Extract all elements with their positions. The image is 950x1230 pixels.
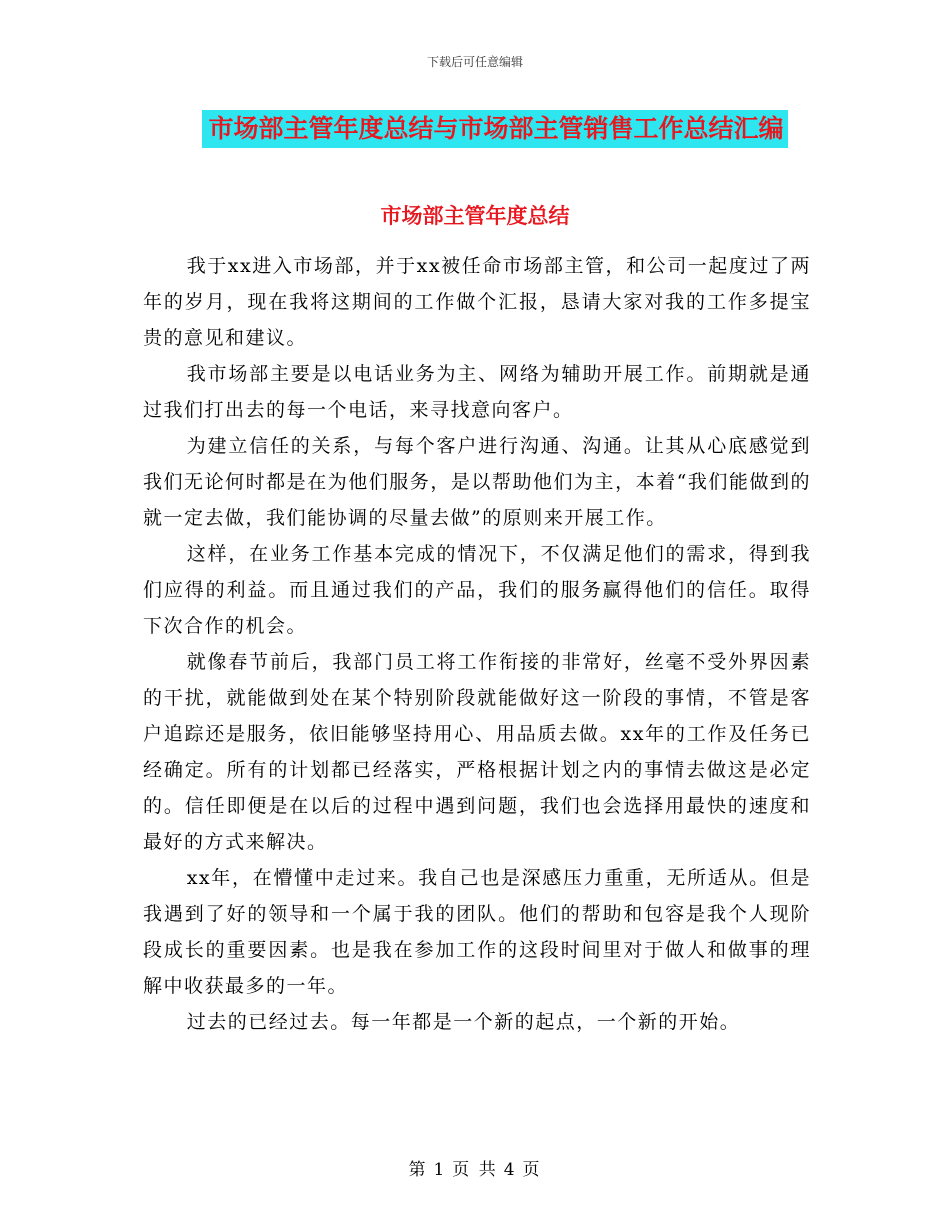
page-footer — [0, 1155, 950, 1180]
page-label-suffix: 页 — [522, 1160, 542, 1180]
page-label-mid: 页 共 — [452, 1160, 498, 1180]
document-body — [143, 248, 811, 1040]
page-label-prefix: 第 — [408, 1160, 428, 1180]
paragraph-4: 这样，在业务工作基本完成的情况下，不仅满足他们的需求，得到我们应得的利益。而且通过我们的产品，我们的服务赢得他们的信任。取得下次合作的机会。 — [143, 543, 811, 637]
paragraph-6: xx年，在懵懂中走过来。我自己也是深感压力重重，无所适从。但是我遇到了好的领导和一个属于我的团队。他们的帮助和包容是我个人现阶段成长的重要因素。也是我在参加工作的这段时间里对于做人和做事的理解中收获最多的一年。 — [143, 867, 811, 997]
paragraph-5: 就像春节前后，我部门员工将工作衔接的非常好，丝毫不受外界因素的干扰，就能做到处在某个特别阶段就能做好这一阶段的事情，不管是客户追踪还是服务，依旧能够坚持用心、用品质去做。xx年的工作及任务已经确定。所有的计划都已经落实，严格根据计划之内的事情去做这是必定的。信任即便是在以后的过程中遇到问题，我们也会选择用最快的速度和最好的方式来解决。 — [143, 651, 811, 853]
paragraph-3: 为建立信任的关系，与每个客户进行沟通、沟通。让其从心底感觉到我们无论何时都是在为他们服务，是以帮助他们为主，本着“我们能做到的就一定去做，我们能协调的尽量去做”的原则来开展工作。 — [143, 435, 811, 529]
paragraph-2: 我市场部主要是以电话业务为主、网络为辅助开展工作。前期就是通过我们打出去的每一个电话，来寻找意向客户。 — [143, 363, 811, 421]
header-note: 下载后可任意编辑 — [426, 55, 523, 69]
paragraph-1: 我于xx进入市场部，并于xx被任命市场部主管，和公司一起度过了两年的岁月，现在我将这期间的工作做个汇报，恳请大家对我的工作多提宝贵的意见和建议。 — [143, 255, 811, 349]
section-title: 市场部主管年度总结 — [380, 203, 570, 228]
total-pages: 4 — [503, 1160, 517, 1180]
document-title: 市场部主管年度总结与市场部主管销售工作总结汇编 — [202, 110, 787, 148]
page-number: 1 — [433, 1160, 447, 1180]
paragraph-7: 过去的已经过去。每一年都是一个新的起点，一个新的开始。 — [186, 1011, 741, 1033]
main-title-container — [0, 110, 950, 148]
